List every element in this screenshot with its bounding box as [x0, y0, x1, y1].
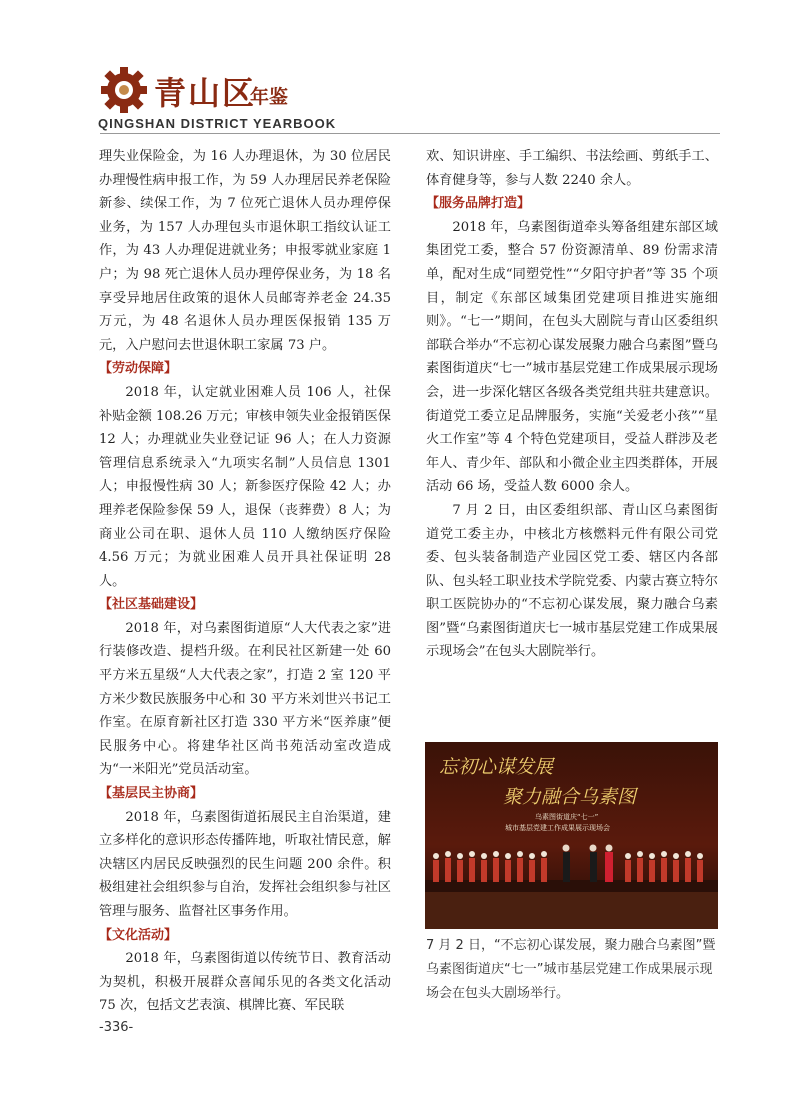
right-column: [426, 145, 718, 664]
section-heading-culture: 【文化活动】: [99, 927, 178, 943]
banner-small-2: 城市基层党建工作成果展示现场会: [505, 824, 610, 832]
page-number: -336-: [99, 1020, 134, 1035]
section-body-labor: 2018 年，认定就业困难人员 106 人，社保补贴金额 108.26 万元；审核申领失业金报销医保 12 人；办理就业失业登记证 96 人；在人力资源管理信息系统录入“九项实名制”人员信息 1301 人；申报慢性病 30 人；新参医疗保险 42 人；办理养老保险参保 59 人，退保（丧葬费）8 人；为商业公司在职、退休人员 110 人缴纳医疗保险 4.56 万元；为就业困难人员开具社保证明 28 人。: [99, 384, 391, 589]
header-divider: [100, 133, 720, 134]
english-title: QINGSHAN DISTRICT YEARBOOK: [98, 116, 337, 131]
section-heading-labor: 【劳动保障】: [99, 361, 178, 377]
banner-line-2: 聚力融合乌素图: [503, 786, 637, 808]
photo-caption: [426, 934, 720, 1006]
event-photo: [425, 742, 718, 929]
section-body-service-brand-1: 2018 年，乌素图街道牵头筹备组建东部区域集团党工委，整合 57 份资源清单、89 份需求清单，配对生成“同塑党性”“夕阳守护者”等 35 个项目，制定《东部区域集团党建项目推进实施细则》。“七一”期间，在包头大剧院与青山区委组织部联合举办“不忘初心谋发展聚力融合乌素图”暨乌素图街道庆“七一”城市基层党建工作成果展示现场会，进一步深化辖区各级各类党组共驻共建意识。街道党工委立足品牌服务，实施“关爱老小孩”“星火工作室”等 4 个特色党建项目，受益人群涉及老年人、青少年、部队和小微企业主四类群体，开展活动 66 场，受益人数 6000 余人。: [426, 219, 718, 495]
section-heading-democracy: 【基层民主协商】: [99, 786, 204, 802]
section-body-culture: 2018 年，乌素图街道以传统节日、教育活动为契机，积极开展群众喜闻乐见的各类文化活动 75 次，包括文艺表演、棋牌比赛、军民联: [99, 951, 391, 1014]
banner-small-1: 乌素图街道庆“七一”: [535, 813, 599, 821]
photo-caption-text: 7 月 2 日，“不忘初心谋发展，聚力融合乌素图”暨乌素图街道庆“七一”城市基层党建工作成果展示现场会在包头大剧场举行。: [426, 938, 716, 1001]
section-heading-community: 【社区基础建设】: [99, 597, 204, 613]
section-heading-service-brand: 【服务品牌打造】: [426, 196, 531, 212]
page-header: [98, 64, 748, 134]
section-body-community: 2018 年，对乌素图街道原“人大代表之家”进行装修改造、提档升级。在利民社区新建一处 60 平方米五星级“人大代表之家”，打造 2 室 120 平方米少数民族服务中心和 30 平方米刘世兴书记工作室。在原育新社区打造 330 平方米“医养康”便民服务中心。将建华社区尚书苑活动室改造成为“一米阳光”党员活动室。: [99, 620, 391, 778]
banner-line-1: 忘初心谋发展: [439, 756, 554, 778]
section-body-democracy: 2018 年，乌素图街道拓展民主自治渠道，建立多样化的意识形态传播阵地，听取社情民意，解决辖区内居民反映强烈的民生问题 200 余件。积极组建社会组织参与自治，发挥社会组织参与社区管理与服务、监督社区事务作用。: [99, 809, 391, 919]
yearbook-subtitle: 年鉴: [250, 86, 289, 108]
section-body-service-brand-2: 7 月 2 日，由区委组织部、青山区乌素图街道党工委主办，中核北方核燃料元件有限公司党委、包头装备制造产业园区党工委、辖区内各部队、包头轻工职业技术学院党委、内蒙古赛立特尔职工医院协办的“不忘初心谋发展，聚力融合乌素图”暨“乌素图街道庆七一城市基层党建工作成果展示现场会”在包头大剧院举行。: [426, 502, 718, 660]
left-intro-paragraph: 理失业保险金，为 16 人办理退休，为 30 位居民办理慢性病申报工作，为 59 人办理居民养老保险新参、续保工作，为 7 位死亡退休人员办理停保业务，为 157 人办理包头市退休职工指纹认证工作，为 43 人办理促进就业务；申报零就业家庭 1 户；为 98 死亡退休人员办理停保业务，为 18 名享受异地居住政策的退休人员邮寄养老金 24.35 万元，为 48 名退休人员办理医保报销 135 万元，入户慰问去世退休职工家属 73 户。: [99, 149, 391, 353]
gear-logo-icon: [98, 64, 150, 116]
right-intro-paragraph: 欢、知识讲座、手工编织、书法绘画、剪纸手工、体育健身等，参与人数 2240 余人。: [426, 149, 718, 188]
yearbook-title: 青山区: [154, 74, 257, 112]
left-column: [99, 145, 391, 1018]
